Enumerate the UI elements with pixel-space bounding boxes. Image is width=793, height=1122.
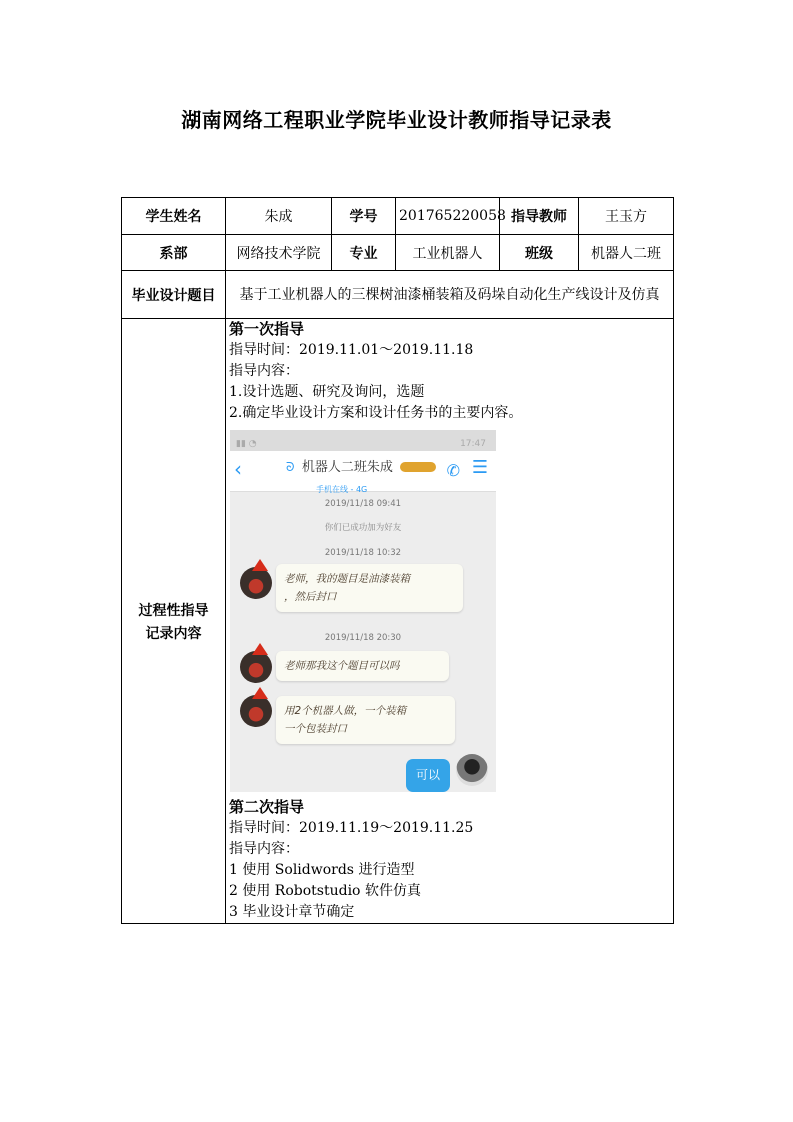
teacher-label: 指导教师 [500,198,579,235]
message-text: 老师那我这个题目可以吗 [284,660,400,672]
student-id: 201765220058 [396,198,500,235]
session1-item: 2.确定毕业设计方案和设计任务书的主要内容。 [229,405,523,421]
session2-time: 指导时间：2019.11.19～2019.11.25 [229,820,474,836]
page-title: 湖南网络工程职业学院毕业设计教师指导记录表 [181,108,612,132]
department-label: 系部 [122,235,226,271]
session1-item: 1.设计选题、研究及询问，选题 [229,384,425,400]
menu-icon[interactable]: ☰ [471,457,488,478]
message-text: 老师，我的题目是油漆装箱 [284,573,410,585]
avatar[interactable] [240,651,272,683]
process-label-line2: 记录内容 [145,625,202,642]
session2-content-label: 指导内容： [229,841,299,857]
teacher-name: 王玉方 [579,198,674,235]
session2-item: 3 毕业设计章节确定 [229,904,355,920]
santa-hat-icon [252,687,268,699]
table-row [122,319,674,924]
reply-bubble: 可以 [406,759,450,792]
system-message: 你们已成功加为好友 [324,523,402,533]
chat-screenshot [230,430,496,792]
contact-status: 手机在线 - 4G [316,485,368,494]
department: 网络技术学院 [226,235,332,271]
badge-icon [400,462,436,472]
major: 工业机器人 [396,235,500,271]
topic-label: 毕业设计题目 [122,271,226,319]
message-bubble [276,696,455,744]
session1-content-label: 指导内容： [229,363,299,379]
session2-heading: 第二次指导 [229,798,305,816]
ear-icon: ᘐ [286,460,295,474]
avatar[interactable] [456,754,488,786]
timestamp: 2019/11/18 09:41 [324,499,402,509]
status-time: 17:47 [460,439,486,449]
student-name-label: 学生姓名 [122,198,226,235]
timestamp: 2019/11/18 20:30 [324,633,402,643]
topic-value: 基于工业机器人的三棵树油漆桶装箱及码垛自动化生产线设计及仿真 [226,271,674,319]
message-text: 用2个机器人做，一个装箱 [284,705,407,717]
signal-icon: ▮▮ ◔ [236,439,257,449]
table-row [122,271,674,319]
session2-item: 2 使用 Robotstudio 软件仿真 [229,883,421,899]
avatar[interactable] [240,695,272,727]
class-label: 班级 [500,235,579,271]
chat-header [230,451,496,492]
table-row [122,198,674,235]
timestamp: 2019/11/18 10:32 [324,548,402,558]
student-name: 朱成 [226,198,332,235]
message-bubble [276,564,463,612]
student-id-label: 学号 [332,198,396,235]
session2-item: 1 使用 Solidwords 进行造型 [229,862,415,878]
message-bubble [276,651,449,681]
process-record-label [122,319,226,924]
avatar[interactable] [240,567,272,599]
santa-hat-icon [252,643,268,655]
guidance-record-table [121,197,674,924]
table-row [122,235,674,271]
session1-time: 指导时间：2019.11.01～2019.11.18 [229,342,474,358]
process-label-line1: 过程性指导 [138,602,209,619]
message-text: 一个包装封口 [284,723,347,735]
back-arrow-icon[interactable]: ‹ [234,457,242,481]
phone-icon[interactable]: ✆ [446,461,460,480]
process-record-content [226,319,674,924]
message-text: ，然后封口 [284,591,337,603]
class-name: 机器人二班 [579,235,674,271]
contact-name: 机器人二班朱成 [301,460,393,475]
santa-hat-icon [252,559,268,571]
session1-heading: 第一次指导 [229,320,305,338]
major-label: 专业 [332,235,396,271]
status-bar [230,430,496,451]
